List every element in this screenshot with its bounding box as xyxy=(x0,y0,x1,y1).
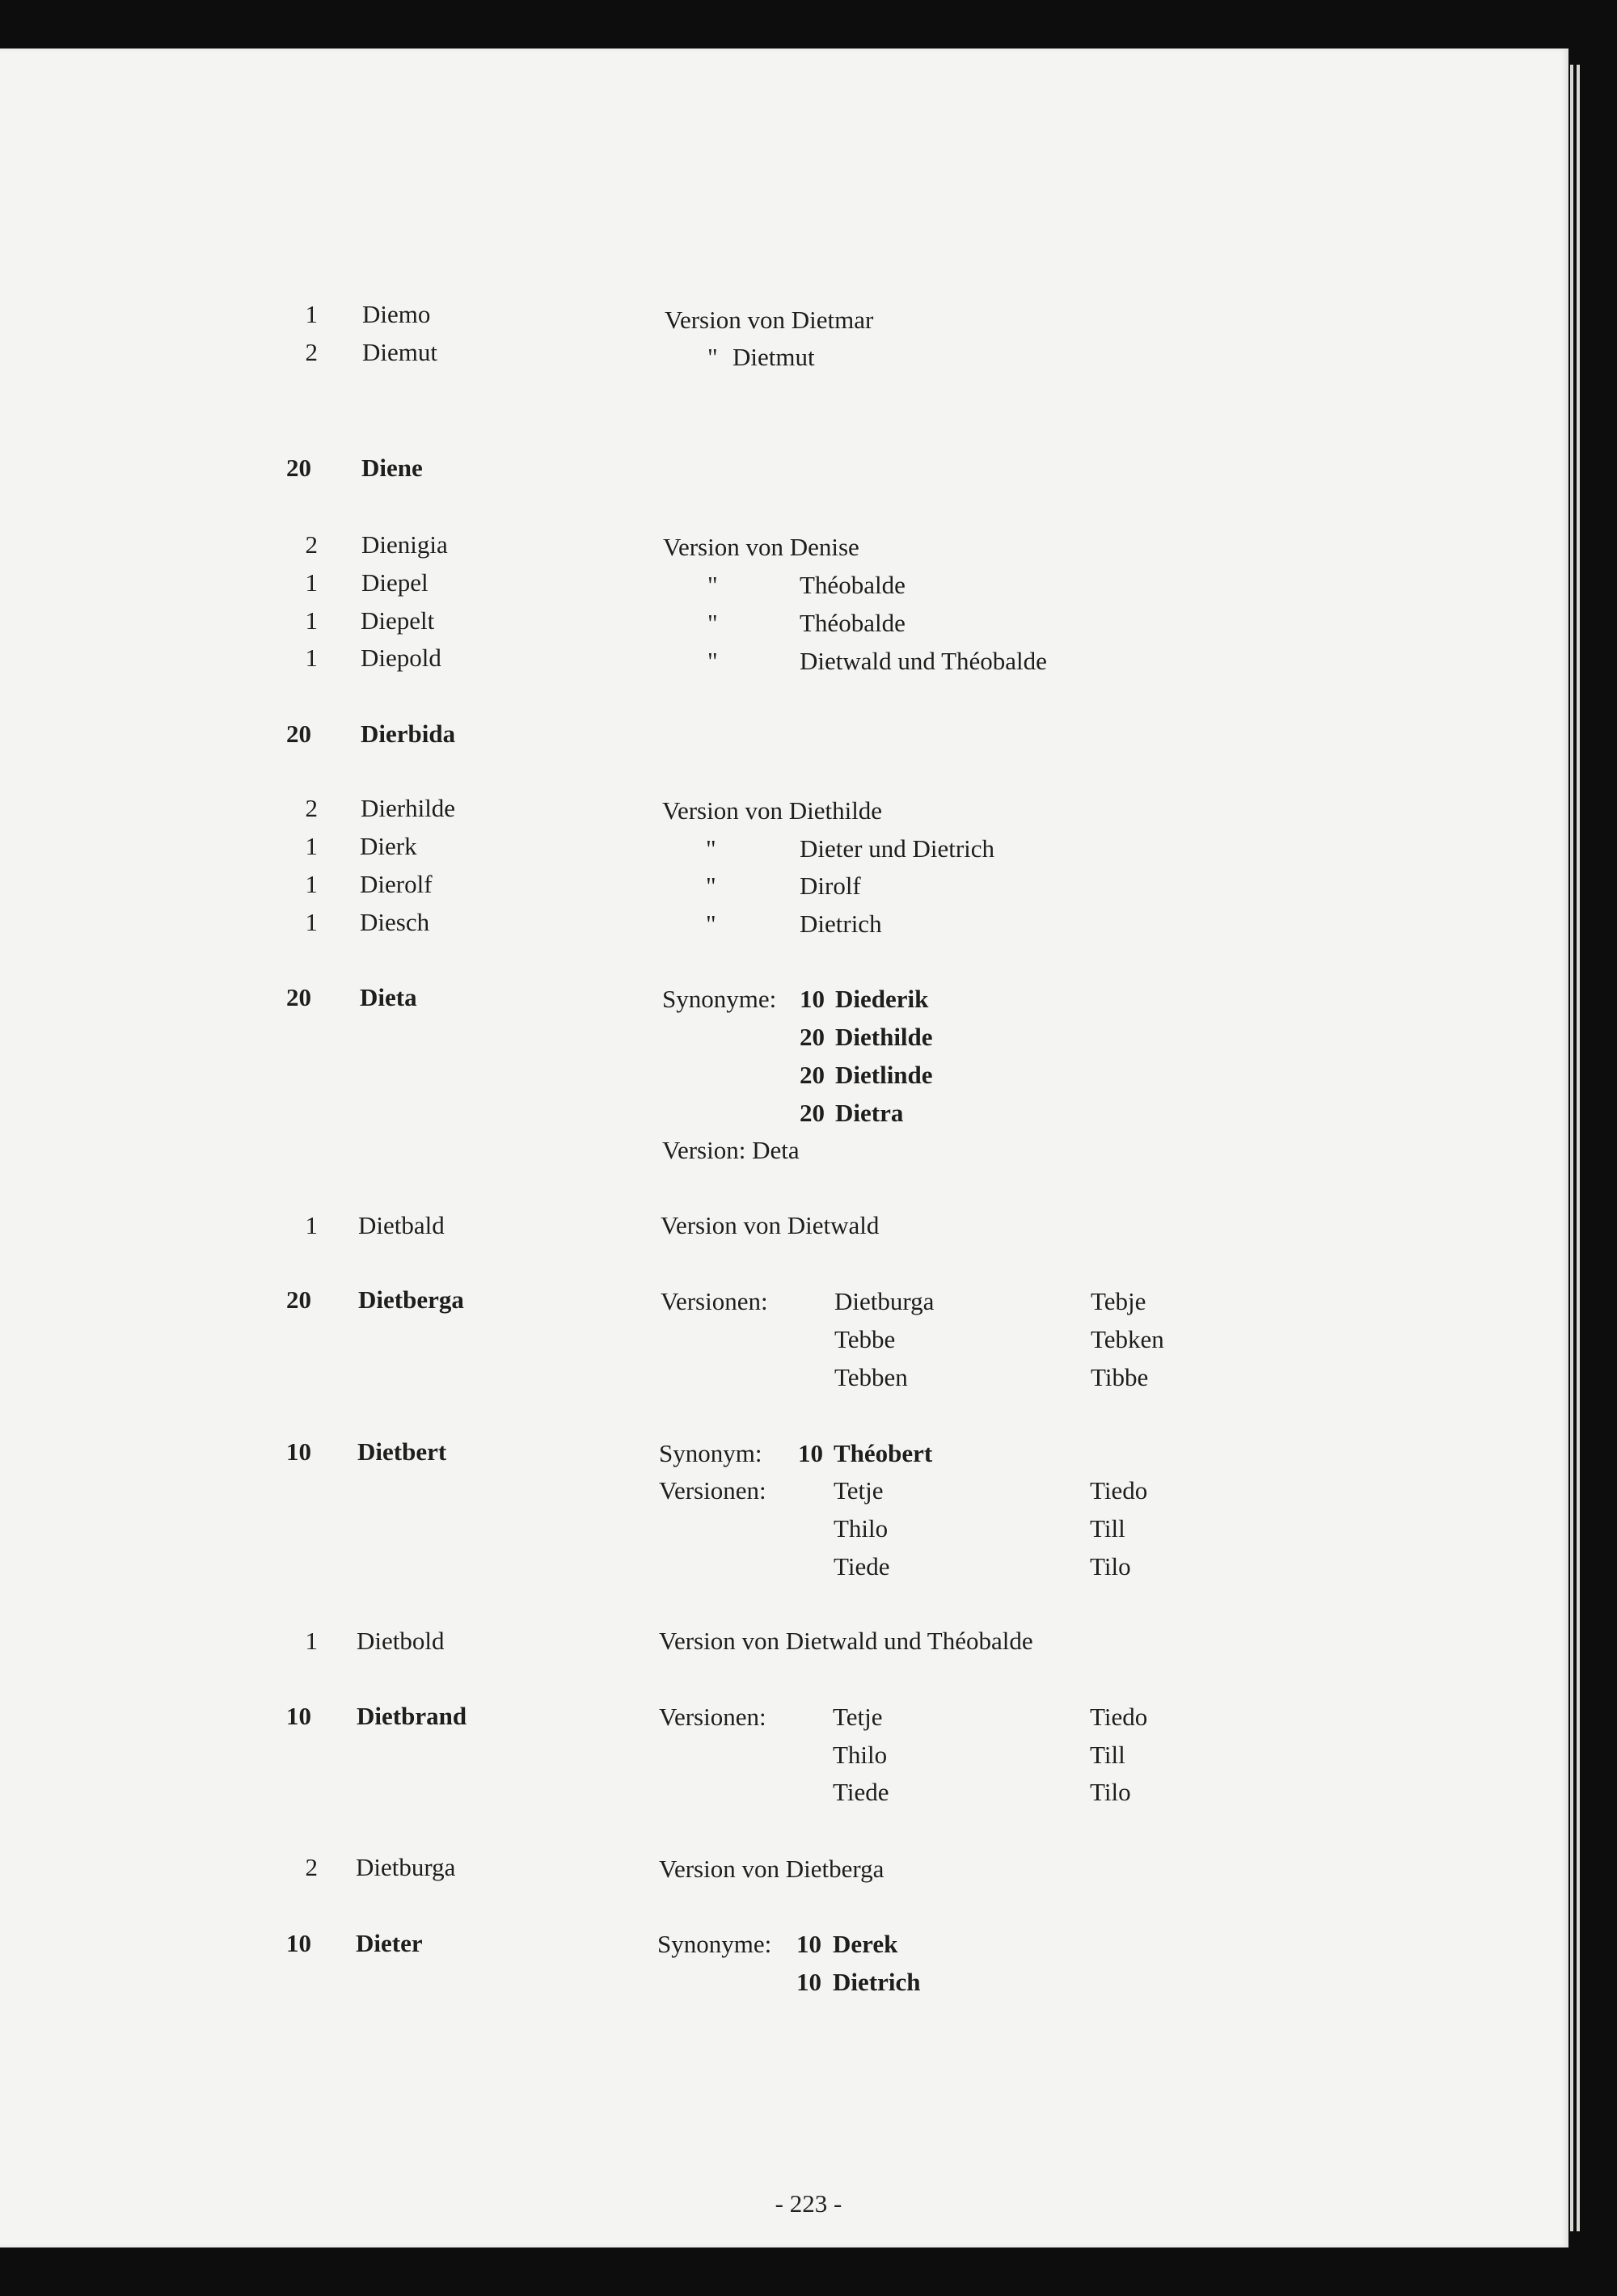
entry-detail-text: Thilo xyxy=(833,1741,888,1769)
entry-detail-text: Tebje xyxy=(1091,1287,1146,1315)
entry-detail-text: " xyxy=(707,647,718,675)
entry-detail-text: Thilo xyxy=(834,1514,889,1543)
entry-detail-text: " xyxy=(706,910,716,938)
entry-detail-text: Synonyme: xyxy=(662,985,777,1013)
entry-frequency: 20 xyxy=(286,454,311,482)
entry-name: Diemo xyxy=(362,300,431,328)
entry-name: Dietburga xyxy=(356,1853,456,1881)
entry-name: Dietbold xyxy=(357,1627,445,1655)
entry-detail-text: Derek xyxy=(833,1930,898,1958)
entry-detail-text: Dietmut xyxy=(733,343,815,371)
entry-detail-text: Synonym: xyxy=(659,1439,762,1467)
entry-detail-text: Dietra xyxy=(835,1099,904,1127)
entry-frequency: 1 xyxy=(305,644,318,672)
entry-name: Dietbrand xyxy=(357,1702,467,1730)
entry-detail-text: Versionen: xyxy=(661,1287,768,1315)
entry-name: Diesch xyxy=(360,908,430,936)
entry-detail-text: " xyxy=(706,834,716,863)
entry-frequency: 2 xyxy=(305,338,318,366)
entry-detail-text: Version von Denise xyxy=(663,533,859,561)
entry-detail-text: Version von Dietmar xyxy=(665,306,874,334)
entry-detail-text: Dietlinde xyxy=(835,1061,933,1089)
entry-frequency: 20 xyxy=(286,1285,311,1314)
entry-frequency: 1 xyxy=(305,832,318,860)
entry-frequency: 2 xyxy=(305,1853,318,1881)
entry-name: Dieta xyxy=(360,983,417,1011)
entry-detail-text: Dietwald und Théobalde xyxy=(800,647,1047,675)
entry-detail-text: Tebken xyxy=(1091,1325,1164,1353)
entry-name: Diepold xyxy=(361,644,441,672)
entry-frequency: 1 xyxy=(305,1627,318,1655)
entry-frequency: 1 xyxy=(305,1211,318,1239)
entry-detail-text: Till xyxy=(1090,1741,1125,1769)
entry-detail-text: 10 xyxy=(796,1930,821,1958)
entry-detail-text: Dirolf xyxy=(800,872,861,900)
entry-detail-text: Tiede xyxy=(834,1552,890,1581)
entry-detail-text: Version: Deta xyxy=(662,1136,800,1164)
entry-detail-text: Version von Dietberga xyxy=(659,1855,884,1883)
entry-detail-text: Théobalde xyxy=(800,571,906,599)
entry-name: Dietbald xyxy=(358,1211,445,1239)
entry-name: Dieter xyxy=(356,1929,423,1957)
entry-name: Diene xyxy=(361,454,423,482)
entry-detail-text: Théobert xyxy=(834,1439,933,1467)
entry-detail-text: Tebben xyxy=(834,1363,908,1391)
entry-name: Diepelt xyxy=(361,606,435,635)
page-number: - 223 - xyxy=(775,2189,842,2218)
entry-frequency: 2 xyxy=(305,530,318,559)
entry-detail-text: Dietrich xyxy=(833,1968,921,1996)
entry-frequency: 2 xyxy=(305,794,318,822)
entry-detail-text: Dieter und Dietrich xyxy=(800,834,995,863)
entry-detail-text: " xyxy=(707,609,718,637)
entry-detail-text: Till xyxy=(1090,1514,1125,1543)
entry-name: Dietberga xyxy=(358,1285,464,1314)
entry-name: Dienigia xyxy=(361,530,448,559)
entry-name: Dierhilde xyxy=(361,794,456,822)
entry-frequency: 10 xyxy=(286,1702,311,1730)
entry-name: Diemut xyxy=(362,338,437,366)
entry-name: Dierbida xyxy=(361,720,456,748)
entry-frequency: 1 xyxy=(305,908,318,936)
entry-detail-text: 20 xyxy=(800,1099,825,1127)
entry-detail-text: Versionen: xyxy=(659,1476,766,1505)
entry-detail-text: Tiedo xyxy=(1090,1703,1148,1731)
entry-detail-text: Dietburga xyxy=(834,1287,935,1315)
entry-detail-text: Tetje xyxy=(833,1703,883,1731)
entry-detail-text: Diederik xyxy=(835,985,929,1013)
entry-frequency: 1 xyxy=(305,568,318,597)
entry-detail-text: " xyxy=(707,571,718,599)
entry-detail-text: Version von Diethilde xyxy=(662,796,883,825)
entry-detail-text: 10 xyxy=(796,1968,821,1996)
entry-detail-text: Tibbe xyxy=(1091,1363,1149,1391)
entry-detail-text: Diethilde xyxy=(835,1023,933,1051)
entry-detail-text: Dietrich xyxy=(800,910,882,938)
entry-name: Dietbert xyxy=(357,1437,447,1466)
entry-frequency: 10 xyxy=(286,1437,311,1466)
entry-detail-text: Théobalde xyxy=(800,609,906,637)
entry-detail-text: 10 xyxy=(800,985,825,1013)
entry-detail-text: Tebbe xyxy=(834,1325,896,1353)
entry-detail-text: " xyxy=(706,872,716,900)
entry-detail-text: Versionen: xyxy=(659,1703,766,1731)
entry-name: Diepel xyxy=(361,568,429,597)
entry-detail-text: Tiedo xyxy=(1090,1476,1148,1505)
entry-detail-text: Tetje xyxy=(834,1476,884,1505)
entry-frequency: 1 xyxy=(305,300,318,328)
entry-frequency: 20 xyxy=(286,983,311,1011)
entry-detail-text: Version von Dietwald und Théobalde xyxy=(659,1627,1033,1655)
entry-frequency: 20 xyxy=(286,720,311,748)
entry-detail-text: Tilo xyxy=(1090,1778,1131,1806)
entry-frequency: 1 xyxy=(305,870,318,898)
entry-detail-text: " xyxy=(707,343,718,371)
entry-detail-text: 20 xyxy=(800,1023,825,1051)
entry-name: Dierk xyxy=(360,832,417,860)
entry-detail-text: Synonyme: xyxy=(657,1930,772,1958)
entry-detail-text: Tilo xyxy=(1090,1552,1131,1581)
entry-detail-text: 10 xyxy=(798,1439,823,1467)
entry-detail-text: Tiede xyxy=(833,1778,889,1806)
entry-frequency: 10 xyxy=(286,1929,311,1957)
entry-frequency: 1 xyxy=(305,606,318,635)
entry-name: Dierolf xyxy=(360,870,433,898)
entry-detail-text: Version von Dietwald xyxy=(661,1211,880,1239)
entry-detail-text: 20 xyxy=(800,1061,825,1089)
